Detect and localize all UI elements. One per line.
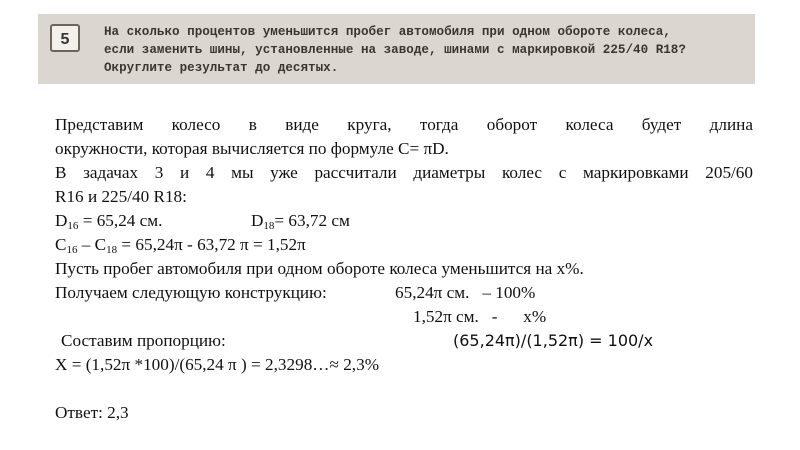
circumference-difference: $C_{16} - C_{18} = 65,24\pi - 63,72$ π = 1,52π	[55, 235, 306, 256]
proportion-formula: (65,24π)/(1,52π) = 100/x	[453, 331, 654, 350]
task-number: 5	[50, 24, 80, 52]
diameter-d16: $D_{16} = 65,24$ см.	[55, 211, 163, 232]
result-line: X = (1,52π *100)/(65,24 π ) = 2,3298…≈ 2,3%	[55, 355, 380, 374]
task-line: если заменить шины, установленные на заводе, шинами с маркировкой 225/40 R18?	[104, 43, 686, 57]
reference-line-1: В задачах 3 и 4 мы уже рассчитали диаметры колес с маркировками 205/60	[55, 163, 753, 182]
answer-line: Ответ: 2,3	[55, 403, 129, 422]
construction-row-2: 1,52π см. - x%	[413, 307, 547, 326]
solution-intro-line-1: Представим колесо в виде круга, тогда оборот колеса будет длина	[55, 115, 753, 134]
diameter-d18: $D_{18}= 63,72$ см	[251, 211, 350, 232]
proportion-label: Составим пропорцию:	[61, 331, 226, 350]
task-header	[38, 14, 755, 84]
solution-intro-line-2: окружности, которая вычисляется по формуле C= πD.	[55, 139, 449, 158]
construction-row-1: 65,24π см. – 100%	[395, 283, 536, 302]
construction-label: Получаем следующую конструкцию:	[55, 283, 327, 302]
reference-line-2: R16 и 225/40 R18:	[55, 187, 187, 206]
task-line: На сколько процентов уменьшится пробег автомобиля при одном обороте колеса,	[104, 25, 671, 39]
assumption-line: Пусть пробег автомобиля при одном обороте колеса уменьшится на x%.	[55, 259, 584, 278]
task-statement	[104, 23, 754, 77]
task-line: Округлите результат до десятых.	[104, 61, 339, 75]
